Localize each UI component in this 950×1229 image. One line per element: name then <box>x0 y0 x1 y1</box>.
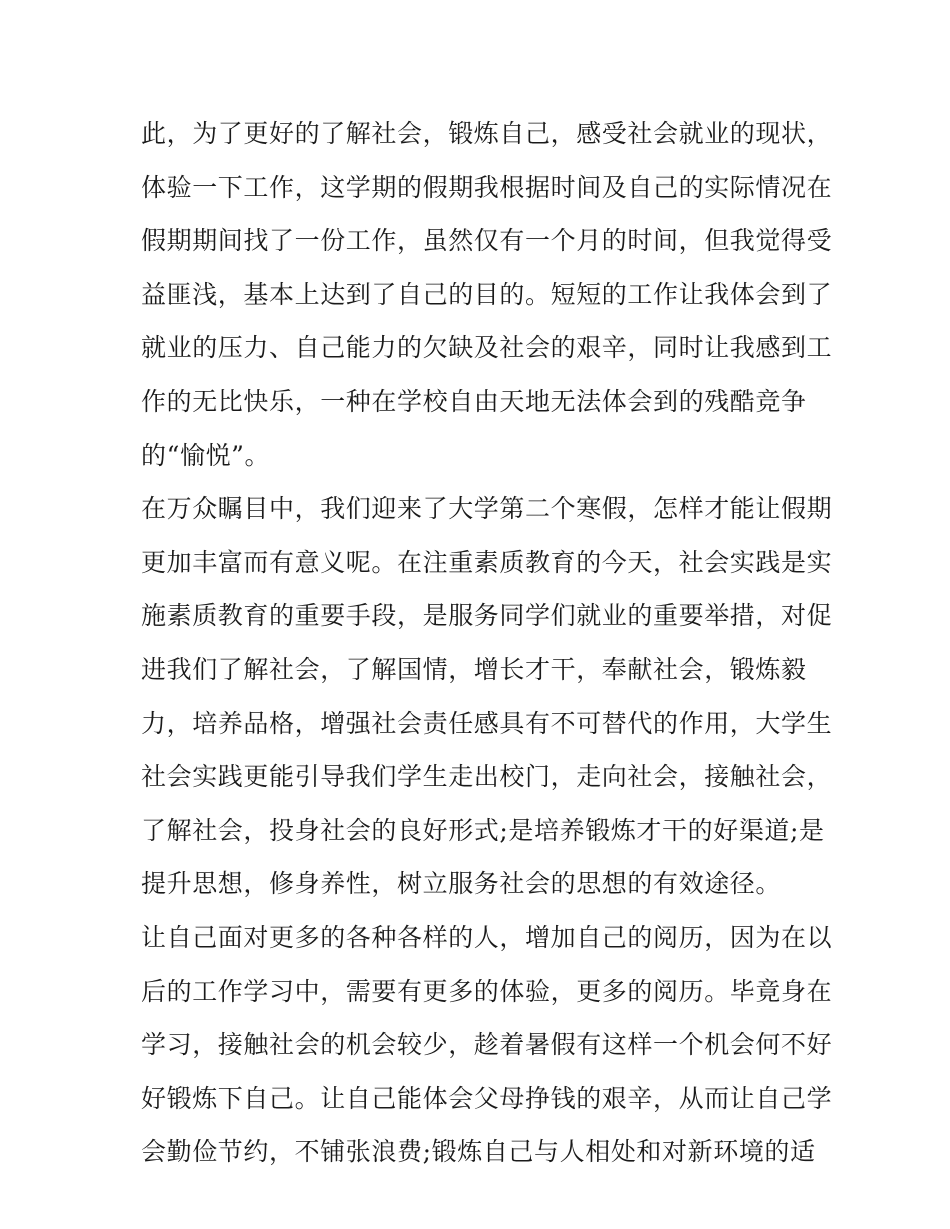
text-line: 施素质教育的重要手段，是服务同学们就业的重要举措，对促 <box>141 601 833 631</box>
text-line: 此，为了更好的了解社会，锻炼自己，感受社会就业的现状， <box>141 119 833 148</box>
body-text <box>141 107 833 1179</box>
text-line: 进我们了解社会，了解国情，增长才干，奉献社会，锻炼毅 <box>141 654 807 684</box>
text-line: 了解社会，投身社会的良好形式;是培养锻炼才干的好渠道;是 <box>141 815 825 845</box>
text-line: 学习，接触社会的机会较少，趁着暑假有这样一个机会何不好 <box>141 1030 833 1060</box>
text-line: 在万众瞩目中，我们迎来了大学第二个寒假，怎样才能让假期 <box>141 494 833 524</box>
text-line: 作的无比快乐，一种在学校自由天地无法体会到的残酷竞争 <box>141 386 807 416</box>
text-line: 的“愉悦”。 <box>141 440 271 470</box>
text-line: 益匪浅，基本上达到了自己的目的。短短的工作让我体会到了 <box>141 279 833 309</box>
text-line: 更加丰富而有意义呢。在注重素质教育的今天，社会实践是实 <box>141 547 833 577</box>
text-line: 力，培养品格，增强社会责任感具有不可替代的作用，大学生 <box>141 708 833 738</box>
text-line: 就业的压力、自己能力的欠缺及社会的艰辛，同时让我感到工 <box>141 333 833 363</box>
text-line: 假期期间找了一份工作，虽然仅有一个月的时间，但我觉得受 <box>141 226 833 256</box>
text-line: 会勤俭节约，不铺张浪费;锻炼自己与人相处和对新环境的适 <box>141 1137 816 1167</box>
text-line: 好锻炼下自己。让自己能体会父母挣钱的艰辛，从而让自己学 <box>141 1083 833 1113</box>
text-line: 后的工作学习中，需要有更多的体验，更多的阅历。毕竟身在 <box>141 976 833 1006</box>
text-line: 提升思想，修身养性，树立服务社会的思想的有效途径。 <box>141 869 782 899</box>
text-line: 体验一下工作，这学期的假期我根据时间及自己的实际情况在 <box>141 172 833 202</box>
text-line: 社会实践更能引导我们学生走出校门，走向社会，接触社会， <box>141 762 833 792</box>
text-line: 让自己面对更多的各种各样的人，增加自己的阅历，因为在以 <box>141 922 833 952</box>
